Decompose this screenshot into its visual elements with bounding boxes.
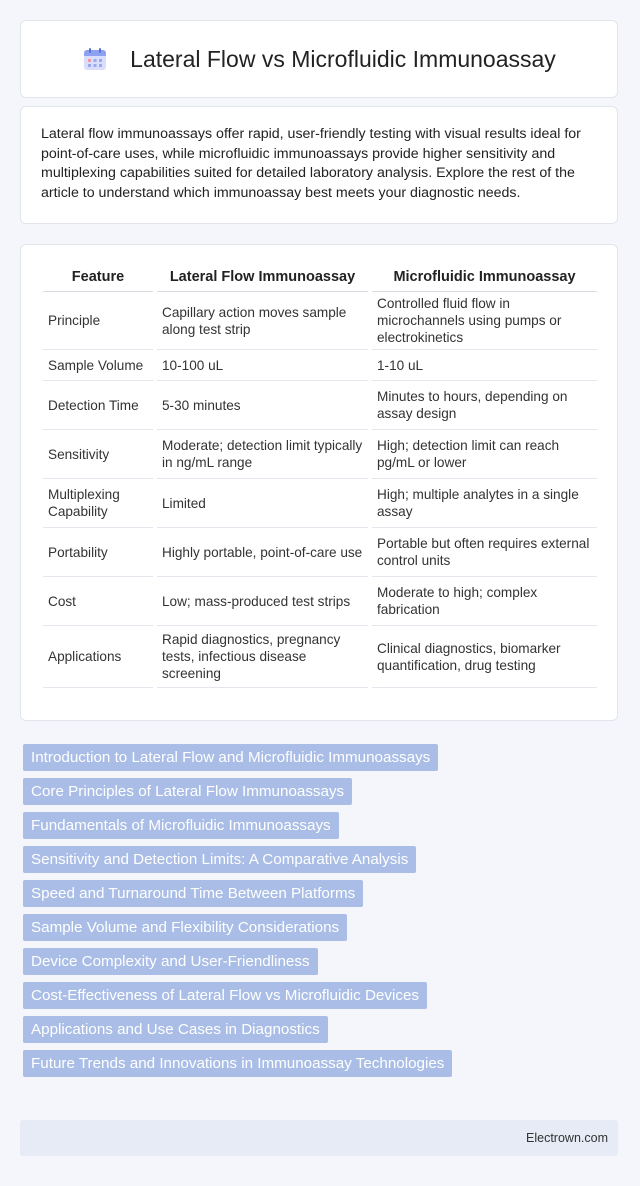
table-cell: Rapid diagnostics, pregnancy tests, infectious disease screening <box>155 626 370 688</box>
table-cell: Highly portable, point-of-care use <box>155 528 370 577</box>
column-header: Feature <box>43 263 155 292</box>
table-row <box>43 381 597 430</box>
table-cell: Moderate; detection limit typically in ng/mL range <box>155 430 370 479</box>
table-cell: Minutes to hours, depending on assay design <box>370 381 597 430</box>
table-cell: Moderate to high; complex fabrication <box>370 577 597 626</box>
table-cell: 5-30 minutes <box>155 381 370 430</box>
comparison-table-card <box>20 244 618 721</box>
column-header: Microfluidic Immunoassay <box>370 263 597 292</box>
article-link[interactable]: Introduction to Lateral Flow and Microfluidic Immunoassays <box>23 744 438 771</box>
article-link[interactable]: Future Trends and Innovations in Immunoassay Technologies <box>23 1050 452 1077</box>
article-link[interactable]: Sensitivity and Detection Limits: A Comparative Analysis <box>23 846 416 873</box>
table-cell: Capillary action moves sample along test strip <box>155 292 370 350</box>
table-cell: Multiplexing Capability <box>43 479 155 528</box>
article-link[interactable]: Speed and Turnaround Time Between Platforms <box>23 880 363 907</box>
table-cell: Controlled fluid flow in microchannels using pumps or electrokinetics <box>370 292 597 350</box>
table-row <box>43 626 597 688</box>
table-header-row <box>43 263 597 292</box>
intro-card <box>20 106 618 224</box>
table-cell: High; multiple analytes in a single assay <box>370 479 597 528</box>
table-cell: Limited <box>155 479 370 528</box>
table-cell: 1-10 uL <box>370 350 597 381</box>
table-cell: Sensitivity <box>43 430 155 479</box>
table-cell: Portability <box>43 528 155 577</box>
article-link[interactable]: Fundamentals of Microfluidic Immunoassays <box>23 812 339 839</box>
article-link[interactable]: Cost-Effectiveness of Lateral Flow vs Microfluidic Devices <box>23 982 427 1009</box>
calendar-grid-icon <box>82 46 108 72</box>
table-cell: Clinical diagnostics, biomarker quantification, drug testing <box>370 626 597 688</box>
footer-site-name[interactable]: Electrown.com <box>526 1131 608 1145</box>
table-cell: Portable but often requires external control units <box>370 528 597 577</box>
article-link[interactable]: Applications and Use Cases in Diagnostics <box>23 1016 328 1043</box>
table-cell: Sample Volume <box>43 350 155 381</box>
article-link[interactable]: Device Complexity and User-Friendliness <box>23 948 318 975</box>
table-row <box>43 577 597 626</box>
column-header: Lateral Flow Immunoassay <box>155 263 370 292</box>
table-cell: Applications <box>43 626 155 688</box>
table-row <box>43 430 597 479</box>
table-cell: Detection Time <box>43 381 155 430</box>
table-row <box>43 479 597 528</box>
page-title: Lateral Flow vs Microfluidic Immunoassay <box>130 45 556 72</box>
article-links <box>23 744 583 1084</box>
intro-text: Lateral flow immunoassays offer rapid, user-friendly testing with visual results ideal for point-of-care uses, while microfluidic immunoassays provide higher sensitivity and multiplexing capabilities suited for detailed laboratory analysis. Explore the rest of the article to understand which immunoassay best meets your diagnostic needs. <box>41 126 581 201</box>
table-row <box>43 528 597 577</box>
header-card <box>20 20 618 98</box>
table-row <box>43 350 597 381</box>
table-cell: Low; mass-produced test strips <box>155 577 370 626</box>
article-link[interactable]: Core Principles of Lateral Flow Immunoassays <box>23 778 352 805</box>
table-cell: Principle <box>43 292 155 350</box>
footer <box>20 1120 618 1156</box>
comparison-table <box>43 263 597 688</box>
table-row <box>43 292 597 350</box>
table-cell: 10-100 uL <box>155 350 370 381</box>
table-cell: Cost <box>43 577 155 626</box>
table-cell: High; detection limit can reach pg/mL or lower <box>370 430 597 479</box>
article-link[interactable]: Sample Volume and Flexibility Considerations <box>23 914 347 941</box>
